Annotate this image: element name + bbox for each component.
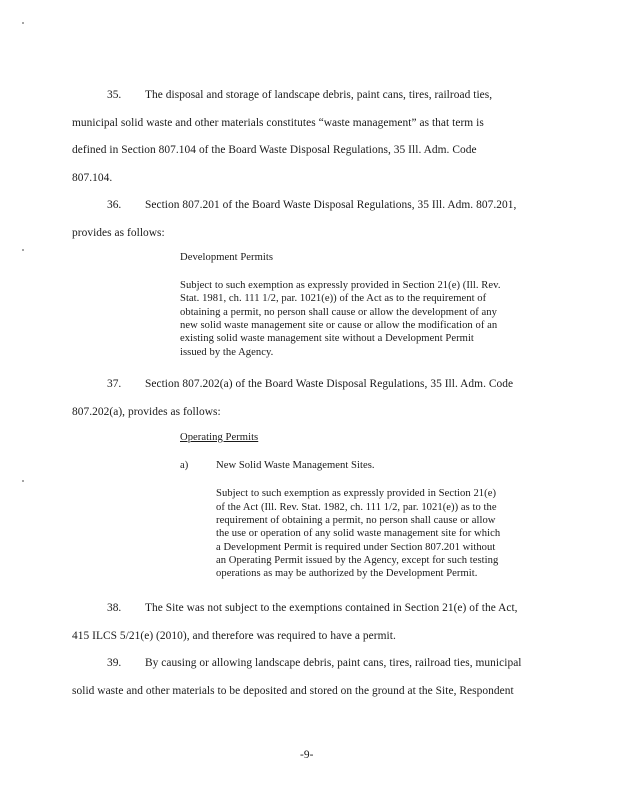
paragraph-35-line: defined in Section 807.104 of the Board Waste Disposal Regulations, 35 Ill. Adm. Code bbox=[72, 144, 477, 156]
quote-line: operations as may be authorized by the Development Permit. bbox=[216, 568, 478, 579]
quote-line: an Operating Permit issued by the Agency, except for such testing bbox=[216, 555, 499, 566]
quote-line: Stat. 1981, ch. 111 1/2, par. 1021(e)) of the Act as to the requirement of bbox=[180, 293, 487, 304]
quote-line: issued by the Agency. bbox=[180, 347, 274, 358]
quote-line: existing solid waste management site without a Development Permit bbox=[180, 333, 474, 344]
scan-speck bbox=[22, 22, 24, 24]
paragraph-36-line: provides as follows: bbox=[72, 227, 165, 239]
paragraph-38-line: 415 ILCS 5/21(e) (2010), and therefore was required to have a permit. bbox=[72, 630, 396, 642]
paragraph-35-line: 807.104. bbox=[72, 172, 113, 184]
paragraph-37-line: Section 807.202(a) of the Board Waste Disposal Regulations, 35 Ill. Adm. Code bbox=[145, 378, 514, 390]
quote-line: obtaining a permit, no person shall cause or allow the development of any bbox=[180, 307, 497, 318]
paragraph-39-line: By causing or allowing landscape debris, paint cans, tires, railroad ties, municipal bbox=[145, 657, 522, 669]
quote-line: of the Act (Ill. Rev. Stat. 1982, ch. 111 1/2, par. 1021(e)) as to the bbox=[216, 502, 497, 513]
quote-heading-operating-permits: Operating Permits bbox=[180, 432, 259, 443]
quote-line: Subject to such exemption as expressly provided in Section 21(e) (Ill. Rev. bbox=[180, 280, 501, 291]
quote-line: a Development Permit is required under Section 807.201 without bbox=[216, 542, 496, 553]
paragraph-37-line: 807.202(a), provides as follows: bbox=[72, 406, 221, 418]
subsection-label: a) bbox=[180, 460, 189, 471]
scan-speck bbox=[22, 480, 24, 482]
quote-line: Subject to such exemption as expressly provided in Section 21(e) bbox=[216, 488, 497, 499]
paragraph-39-number: 39. bbox=[107, 657, 122, 669]
scan-speck bbox=[22, 249, 24, 251]
paragraph-38-number: 38. bbox=[107, 602, 122, 614]
paragraph-38-line: The Site was not subject to the exemptions contained in Section 21(e) of the Act, bbox=[145, 602, 518, 614]
quote-heading-development-permits: Development Permits bbox=[180, 252, 274, 263]
paragraph-35-line: municipal solid waste and other materials constitutes “waste management” as that term is bbox=[72, 117, 484, 129]
paragraph-39-line: solid waste and other materials to be deposited and stored on the ground at the Site, Respondent bbox=[72, 685, 514, 697]
paragraph-35-line: The disposal and storage of landscape debris, paint cans, tires, railroad ties, bbox=[145, 89, 493, 101]
quote-line: new solid waste management site or cause or allow the modification of an bbox=[180, 320, 498, 331]
subsection-heading: New Solid Waste Management Sites. bbox=[216, 460, 375, 471]
page-number: -9- bbox=[300, 749, 314, 761]
paragraph-36-number: 36. bbox=[107, 199, 122, 211]
paragraph-35-number: 35. bbox=[107, 89, 122, 101]
paragraph-37-number: 37. bbox=[107, 378, 122, 390]
quote-line: requirement of obtaining a permit, no person shall cause or allow bbox=[216, 515, 496, 526]
quote-line: the use or operation of any solid waste management site for which bbox=[216, 528, 501, 539]
paragraph-36-line: Section 807.201 of the Board Waste Disposal Regulations, 35 Ill. Adm. 807.201, bbox=[145, 199, 517, 211]
